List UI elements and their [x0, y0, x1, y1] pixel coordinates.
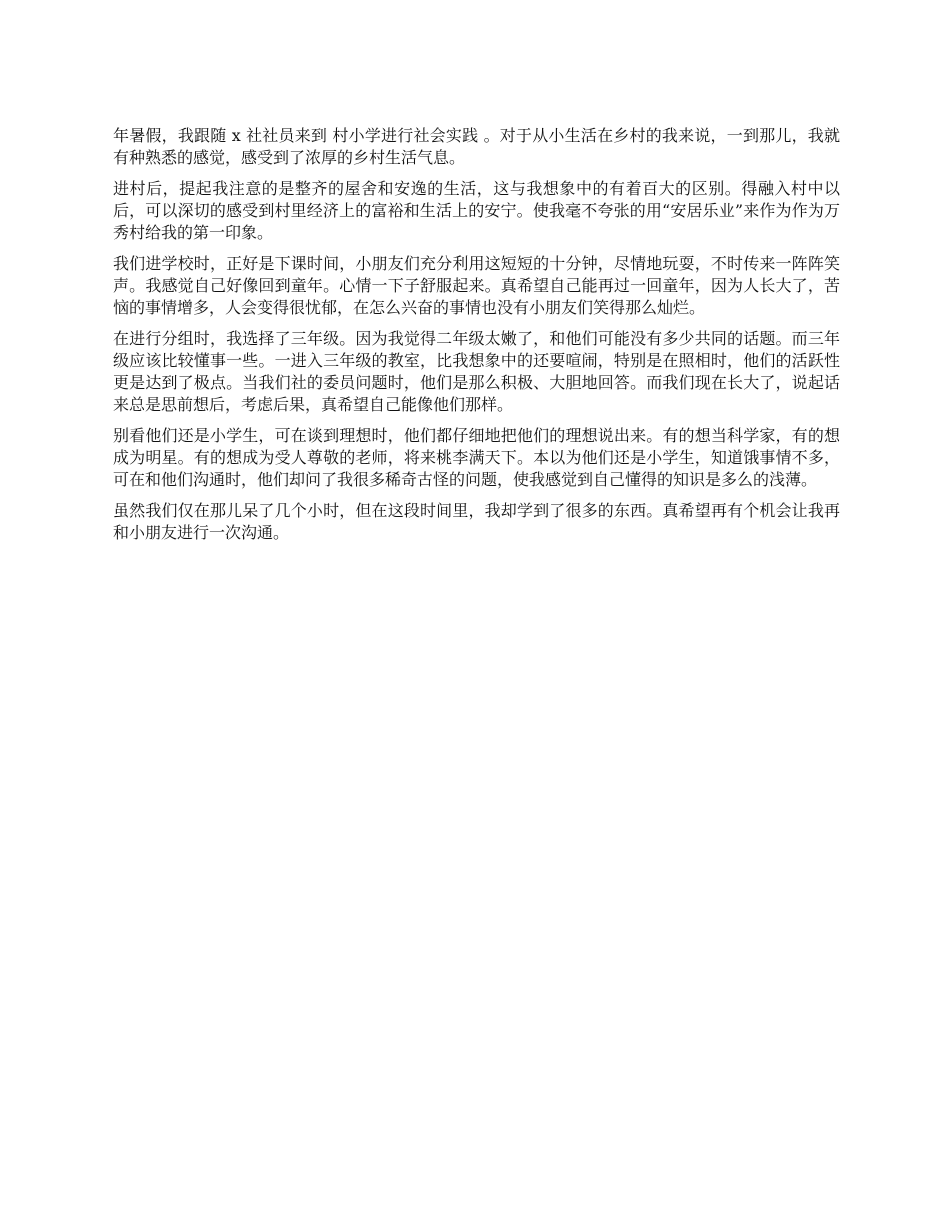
paragraph-1: 年暑假，我跟随 x 社社员来到 村小学进行社会实践 。对于从小生活在乡村的我来说，一到那儿，我就有种熟悉的感觉，感受到了浓厚的乡村生活气息。	[113, 126, 840, 167]
paragraph-6: 虽然我们仅在那儿呆了几个小时，但在这段时间里，我却学到了很多的东西。真希望再有个机会让我再和小朋友进行一次沟通。	[113, 501, 840, 542]
paragraph-3: 我们进学校时，正好是下课时间，小朋友们充分利用这短短的十分钟，尽情地玩耍，不时传来一阵阵笑声。我感觉自己好像回到童年。心情一下子舒服起来。真希望自己能再过一回童年，因为人长大了，苦恼的事情增多，人会变得很忧郁，在怎么兴奋的事情也没有小朋友们笑得那么灿烂。	[113, 254, 840, 317]
paragraph-2: 进村后，提起我注意的是整齐的屋舍和安逸的生活，这与我想象中的有着百大的区别。得融入村中以后，可以深切的感受到村里经济上的富裕和生活上的安宁。使我毫不夸张的用“安居乐业”来作为作为万秀村给我的第一印象。	[113, 179, 840, 242]
paragraph-4: 在进行分组时，我选择了三年级。因为我觉得二年级太嫩了，和他们可能没有多少共同的话题。而三年级应该比较懂事一些。一进入三年级的教室，比我想象中的还要喧闹，特别是在照相时，他们的活跃性更是达到了极点。当我们社的委员问题时，他们是那么积极、大胆地回答。而我们现在长大了，说起话来总是思前想后，考虑后果，真希望自己能像他们那样。	[113, 329, 840, 414]
document-body	[113, 125, 840, 553]
paragraph-5: 别看他们还是小学生，可在谈到理想时，他们都仔细地把他们的理想说出来。有的想当科学家，有的想成为明星。有的想成为受人尊敬的老师，将来桃李满天下。本以为他们还是小学生，知道饿事情不多，可在和他们沟通时，他们却问了我很多稀奇古怪的问题，使我感觉到自己懂得的知识是多么的浅薄。	[113, 426, 840, 489]
